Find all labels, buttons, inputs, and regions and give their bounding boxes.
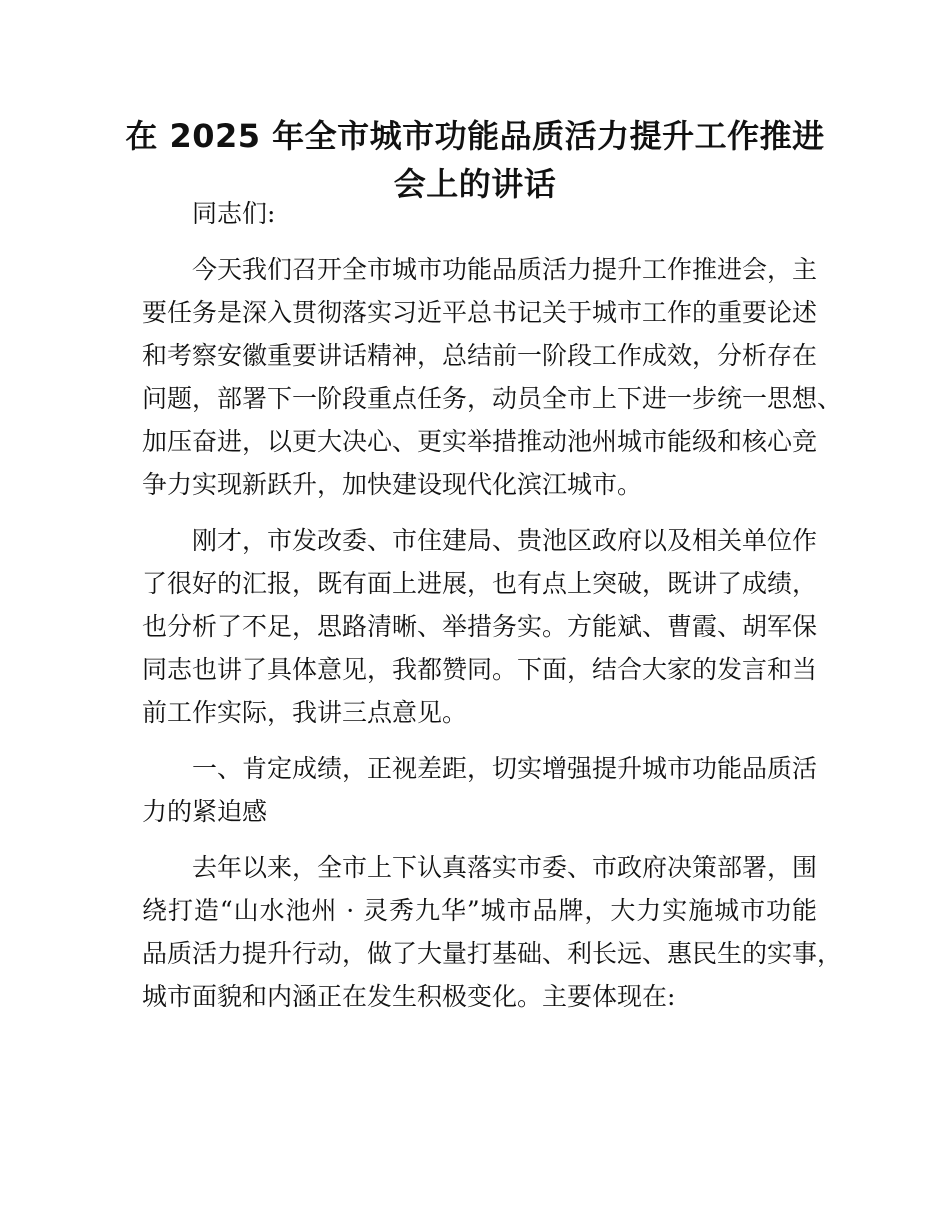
paragraph-line: 品质活力提升行动，做了大量打基础、利长远、惠民生的实事， <box>142 939 843 968</box>
paragraph-line: 刚才，市发改委、市住建局、贵池区政府以及相关单位作 <box>192 526 818 555</box>
paragraph-line: 同志也讲了具体意见，我都赞同。下面，结合大家的发言和当 <box>142 655 818 684</box>
heading-line: 力的紧迫感 <box>142 797 268 826</box>
paragraph-reports <box>142 519 817 734</box>
paragraph-line: 了很好的汇报，既有面上进展，也有点上突破，既讲了成绩， <box>142 569 818 598</box>
section-heading-1 <box>142 747 817 833</box>
paragraph-line: 绕打造“山水池州 · 灵秀九华”城市品牌，大力实施城市功能 <box>142 896 817 925</box>
paragraph-line: 也分析了不足，思路清晰、举措务实。方能斌、曹霞、胡军保 <box>142 612 818 641</box>
paragraph-line: 要任务是深入贯彻落实习近平总书记关于城市工作的重要论述 <box>142 298 818 327</box>
paragraph-line: 城市面貌和内涵正在发生积极变化。主要体现在: <box>142 982 676 1011</box>
paragraph-line: 前工作实际，我讲三点意见。 <box>142 698 468 727</box>
document-body <box>142 192 843 1018</box>
paragraph-opening <box>142 248 843 506</box>
heading-line: 一、肯定成绩，正视差距，切实增强提升城市功能品质活 <box>192 754 818 783</box>
paragraph-line: 和考察安徽重要讲话精神，总结前一阶段工作成效，分析存在 <box>142 341 818 370</box>
paragraph-line: 加压奋进，以更大决心、更实举措推动池州城市能级和核心竞 <box>142 427 818 456</box>
paragraph-line: 争力实现新跃升，加快建设现代化滨江城市。 <box>142 470 643 499</box>
title-line-1: 在 2025 年全市城市功能品质活力提升工作推进 <box>125 117 825 155</box>
paragraph-line: 问题，部署下一阶段重点任务，动员全市上下进一步统一思想、 <box>142 384 843 413</box>
salutation: 同志们: <box>192 199 276 228</box>
title-line-2: 会上的讲话 <box>393 165 557 203</box>
paragraph-achievements <box>142 846 843 1018</box>
paragraph-line: 今天我们召开全市城市功能品质活力提升工作推进会，主 <box>192 255 818 284</box>
paragraph-line: 去年以来，全市上下认真落实市委、市政府决策部署，围 <box>192 853 818 882</box>
